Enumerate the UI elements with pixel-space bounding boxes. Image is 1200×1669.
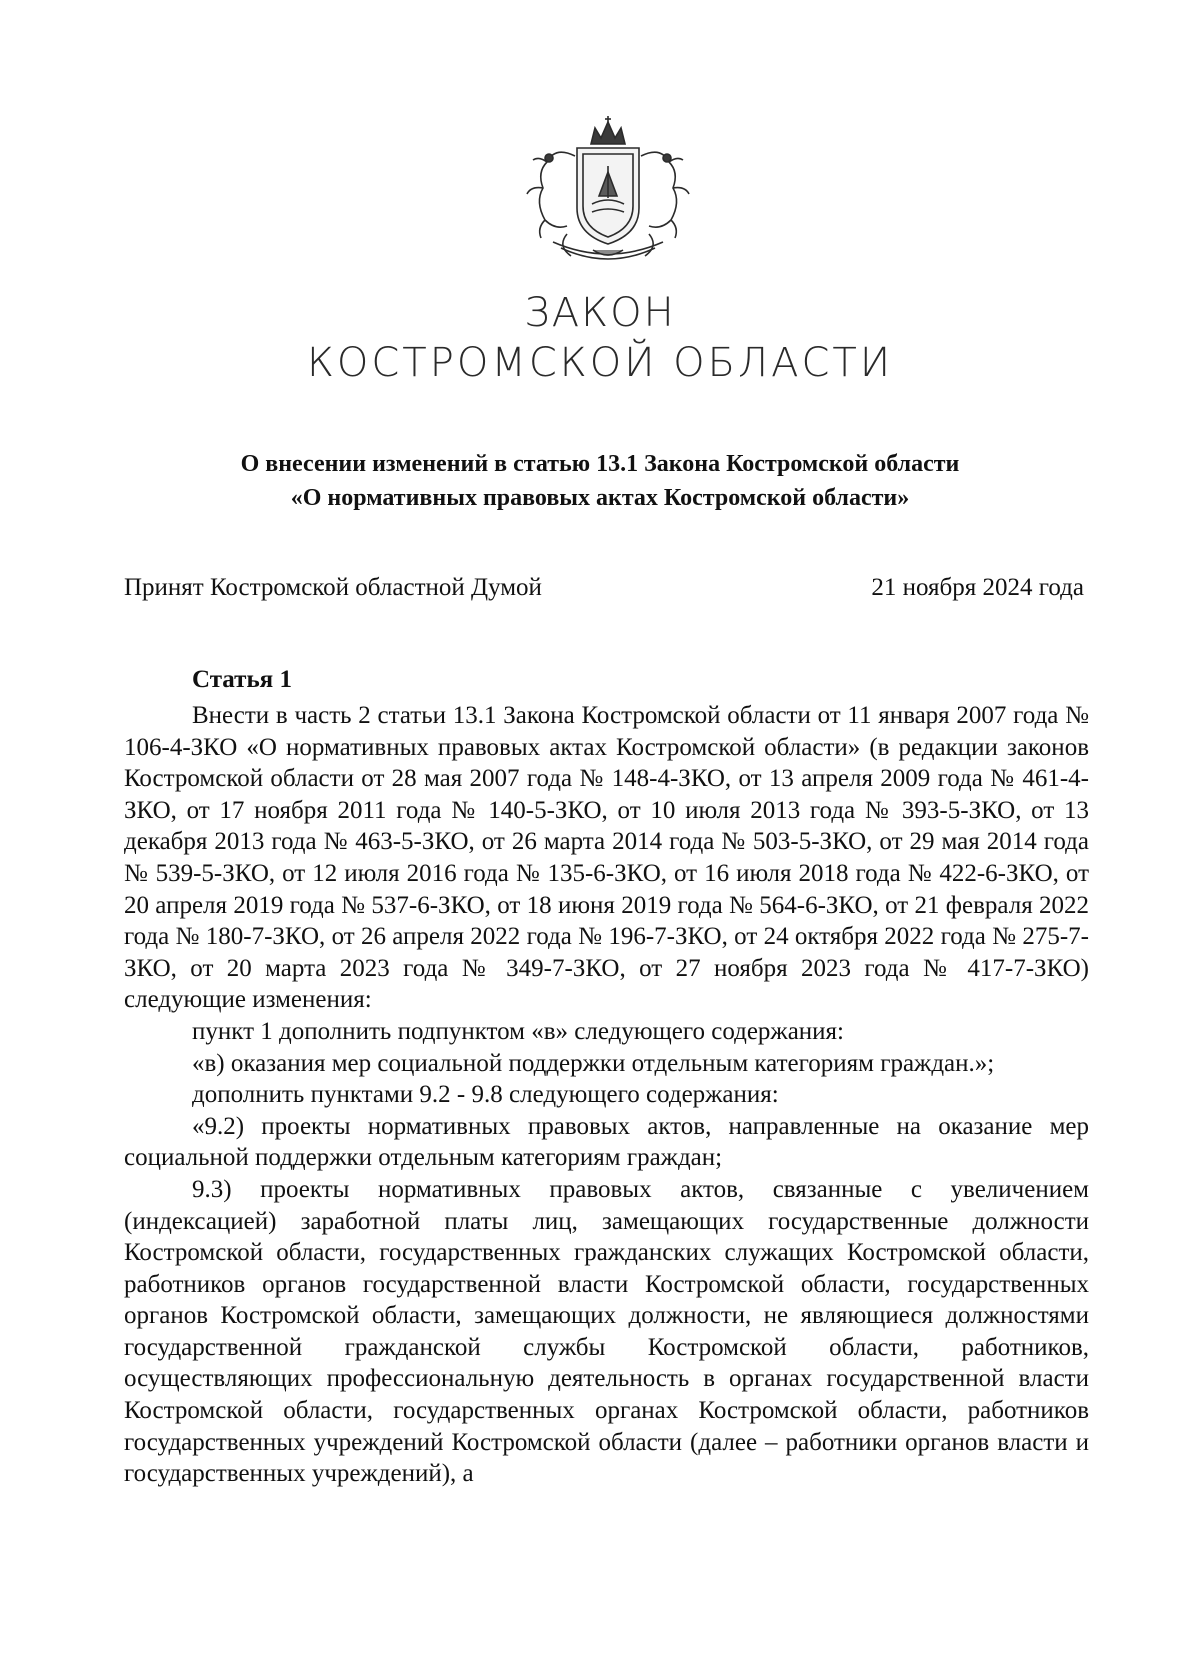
- subject-line: «О нормативных правовых актах Костромской области»: [290, 485, 910, 511]
- paragraph: «9.2) проекты нормативных правовых актов, направленные на оказание мер социальной поддержки отдельным категориям граждан;: [124, 1112, 1089, 1172]
- paragraph: Внести в часть 2 статьи 13.1 Закона Костромской области от 11 января 2007 года № 106-4-ЗКО «О нормативных правовых актах Костромской области» (в редакции законов Костромской области от 28 мая 2007 года № 148-4-ЗКО, от 13 апреля 2009 года № 461-4-ЗКО, от 17 ноября 2011 года № 140-5-ЗКО, от 10 июля 2013 года № 393-5-ЗКО, от 13 декабря 2013 года № 463-5-ЗКО, от 26 марта 2014 года № 503-5-ЗКО, от 29 мая 2014 года № 539-5-ЗКО, от 12 июля 2016 года № 135-6-ЗКО, от 16 июля 2018 года № 422-6-ЗКО, от 20 апреля 2019 года № 537-6-ЗКО, от 18 июня 2019 года № 564-6-ЗКО, от 21 февраля 2022 года № 180-7-ЗКО, от 26 апреля 2022 года № 196-7-ЗКО, от 24 октября 2022 года № 275-7-ЗКО, от 20 марта 2023 года № 349-7-ЗКО, от 27 ноября 2023 года № 417-7-ЗКО) следующие изменения:: [124, 702, 1089, 1014]
- subject-line: О внесении изменений в статью 13.1 Закона Костромской области: [240, 451, 960, 477]
- adopted-by: Принят Костромской областной Думой: [124, 574, 542, 601]
- coat-of-arms-emblem: [497, 116, 719, 274]
- paragraph: «в) оказания мер социальной поддержки отдельным категориям граждан.»;: [192, 1049, 995, 1077]
- article-body: [124, 700, 1089, 1490]
- law-title: ЗАКОН: [524, 290, 676, 336]
- paragraph: 9.3) проекты нормативных правовых актов, связанные с увеличением (индексацией) заработной платы лиц, замещающих государственные должности Костромской области, государственных гражданских служащих Костромской области, работников органов государственной власти Костромской области, государственных органов Костромской области, замещающих должности, не являющиеся должностями государственной гражданской службы Костромской области, работников, осуществляющих профессиональную деятельность в органах государственной власти Костромской области, государственных органах Костромской области, работников государственных учреждений Костромской области (далее – работники органов власти и государственных учреждений), а: [124, 1175, 1089, 1488]
- paragraph: пункт 1 дополнить подпунктом «в» следующего содержания:: [192, 1017, 845, 1045]
- article-heading: Статья 1: [192, 666, 292, 693]
- adoption-date: 21 ноября 2024 года: [871, 574, 1084, 601]
- region-title: КОСТРОМСКОЙ ОБЛАСТИ: [306, 340, 894, 386]
- law-subject: [0, 447, 1200, 515]
- paragraph: дополнить пунктами 9.2 - 9.8 следующего содержания:: [192, 1081, 779, 1109]
- adoption-line: [124, 574, 1084, 602]
